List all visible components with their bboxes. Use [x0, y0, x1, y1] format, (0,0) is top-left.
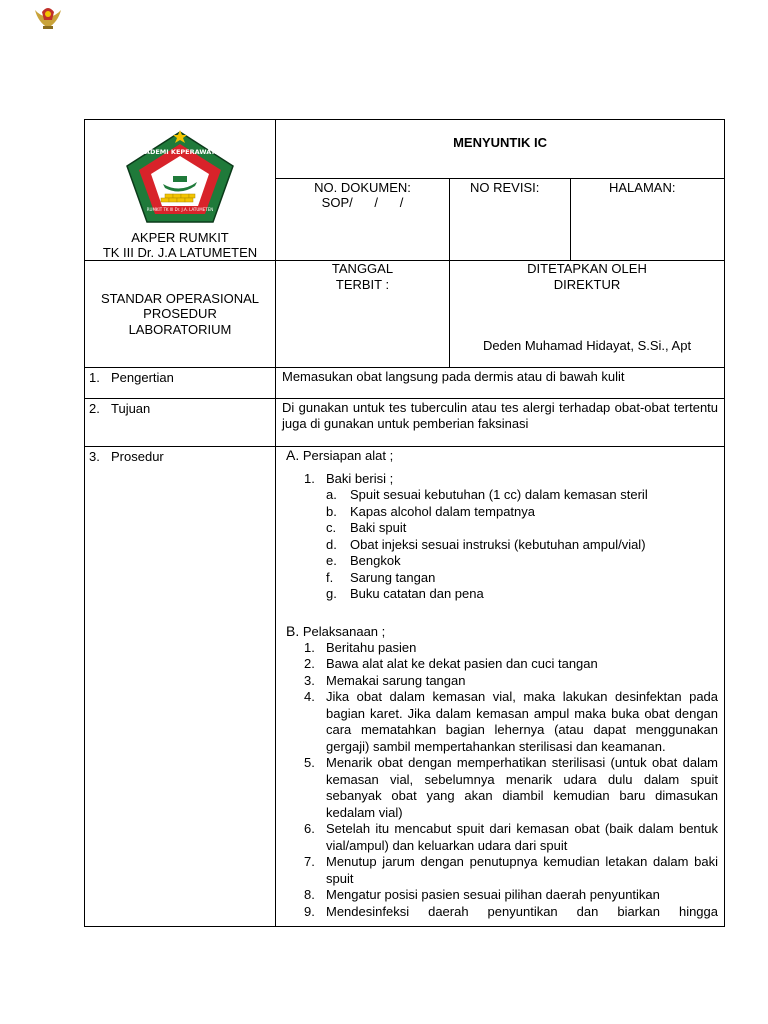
list-item: c. Baki spuit [326, 520, 407, 535]
revision-cell [450, 178, 571, 260]
doc-number-cell [276, 178, 450, 260]
list-item: 1. Beritahu pasien [304, 639, 417, 655]
tray-item-marker: 1. [304, 471, 315, 486]
brick-stack-icon [161, 194, 195, 202]
list-item: 5. Menarik obat dengan memperhatikan sterilisasi (untuk obat dalam kemasan vial, sebelumnya menarik udara dulu dalam spuit sebanyak obat yang akan diambil kemudian baru dimasukan kedalam vial) [304, 755, 719, 820]
doc-number-label: NO. DOKUMEN: [314, 179, 411, 195]
date-line2: TERBIT : [335, 276, 390, 292]
equipment-list [326, 487, 718, 603]
akper-logo [121, 126, 239, 226]
section-label: Pengertian [111, 370, 174, 385]
section-number: 1. [89, 370, 100, 385]
procedure-steps-list [304, 640, 718, 921]
section-content: Di gunakan untuk tes tuberculin atau tes alergi terhadap obat-obat tertentu juga di gunakan untuk pemberian faksinasi [276, 399, 725, 447]
logo-arc-text: AKADEMI KEPERAWATAN [134, 148, 226, 156]
list-item: 2. Bawa alat alat ke dekat pasien dan cuci tangan [304, 656, 598, 671]
approver-name: Deden Muhamad Hidayat, S.Si., Apt [482, 337, 692, 353]
section-label-cell [85, 399, 276, 447]
section-number: 2. [89, 401, 100, 416]
list-item: 6. Setelah itu mencabut spuit dari kemasan obat (baik dalam bentuk vial/ampul) dan keluarkan udara dari spuit [304, 821, 719, 853]
corner-emblem-icon [32, 2, 64, 32]
list-item: f. Sarung tangan [326, 569, 436, 585]
approved-line2: DIREKTUR [553, 276, 621, 292]
sop-table [84, 119, 725, 927]
sop-type-cell [85, 261, 276, 368]
section-label-cell [85, 447, 276, 927]
list-item: 7. Menutup jarum dengan penutupnya kemudian letakan dalam baki spuit [304, 854, 719, 886]
section-label-cell [85, 368, 276, 399]
list-item: 3. Memakai sarung tangan [304, 672, 466, 688]
list-item: 8. Mengatur posisi pasien sesuai pilihan daerah penyuntikan [304, 887, 660, 902]
tray-item-title: Baki berisi ; [326, 471, 394, 486]
date-line1: TANGGAL [331, 261, 394, 276]
list-item: 9. Mendesinfeksi daerah penyuntikan dan biarkan hingga [304, 903, 719, 919]
page-label: HALAMAN: [609, 179, 676, 195]
revision-label: NO REVISI: [470, 179, 540, 195]
institution-cell [85, 120, 276, 261]
list-item: d. Obat injeksi sesuai instruksi (kebutuhan ampul/vial) [326, 536, 646, 552]
sop-line2: PROSEDUR [143, 306, 217, 322]
institution-line2: TK III Dr. J.A LATUMETEN [102, 245, 258, 260]
section-label: Prosedur [111, 449, 164, 464]
part-a-title: Persiapan alat ; [302, 448, 394, 463]
part-a-marker: A. [286, 447, 300, 463]
part-b-marker: B. [286, 622, 300, 639]
approved-line1: DITETAPKAN OLEH [527, 261, 647, 276]
list-item: 4. Jika obat dalam kemasan vial, maka lakukan desinfektan pada bagian karet. Jika dalam kemasan ampul maka buka obat dengan cara mematahkan bagian lehernya (atau dapat menggunakan gergaji) sambil mempertahankan sterilisasi dan keamanan. [304, 689, 719, 754]
procedure-content [276, 447, 725, 927]
list-item: g. Buku catatan dan pena [326, 586, 484, 601]
institution-line1: AKPER RUMKIT [131, 230, 229, 245]
section-label: Tujuan [111, 401, 151, 416]
doc-number-value: SOP/ / / [321, 194, 404, 210]
page-cell [571, 178, 725, 260]
section-number: 3. [89, 449, 100, 464]
part-b-title: Pelaksanaan ; [302, 623, 386, 639]
section-content: Memasukan obat langsung pada dermis atau di bawah kulit [276, 368, 725, 399]
list-item: a. Spuit sesuai kebutuhan (1 cc) dalam kemasan steril [326, 487, 648, 502]
logo-band-text: RUMKIT TK III Dr. J.A. LATUMETEN [146, 207, 214, 212]
sop-line1: STANDAR OPERASIONAL [101, 290, 259, 306]
list-item: b. Kapas alcohol dalam tempatnya [326, 503, 536, 519]
issue-date-cell [276, 261, 450, 368]
approval-cell [450, 261, 725, 368]
list-item: e. Bengkok [326, 553, 401, 568]
document-title: MENYUNTIK IC [276, 120, 725, 179]
sop-line3: LABORATORIUM [128, 321, 232, 337]
